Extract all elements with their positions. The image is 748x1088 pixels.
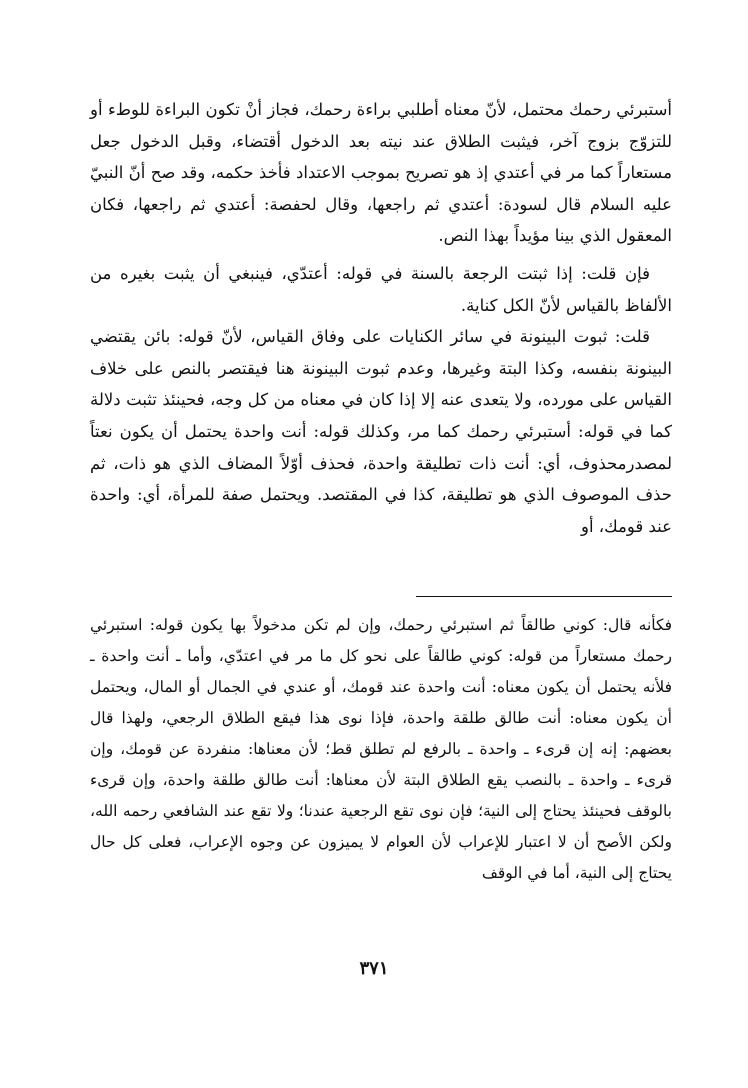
main-paragraph: أستبرئي رحمك محتمل، لأنّ معناه أطلبي براءة رحمك، فجاز أنْ تكون البراءة للوطء أو للتزوّج بزوج آخر، فيثبت الطلاق عند نيته بعد الدخول أقتضاء، وقبل الدخول جعل مستعاراً كما مر في أعتدي إذ هو تصريح بموجب الاعتداد فأخذ حكمه، وقد صح أنّ النبيّ عليه السلام قال لسودة: أعتدي ثم راجعها، وقال لحفصة: أعتدي ثم راجعها، فكان المعقول الذي بينا مؤيداً بهذا النص. [90,100,672,246]
footnote [90,610,672,889]
page-number: ٣٧١ [359,958,389,979]
footnote-text: فكأنه قال: كوني طالقاً ثم استبرئي رحمك، وإن لم تكن مدخولاً بها يكون قوله: استبرئي رحمك مستعاراً من قوله: كوني طالقاً على نحو كل ما مر في اعتدّي، وأما ـ أنت واحدة ـ فلأنه يحتمل أن يكون معناه: أنت واحدة عند قومك، أو عندي في الجمال أو المال، ويحتمل أن يكون معناه: أنت طالق طلقة واحدة، فإذا نوى هذا فيقع الطلاق الرجعي، ولهذا قال بعضهم: إنه إن قرىء ـ واحدة ـ بالرفع لم تطلق قط؛ لأن معناها: منفردة عن قومك، وإن قرىء ـ واحدة ـ بالنصب يقع الطلاق البتة لأن معناها: أنت طالق طلقة واحدة، وإن قرىء بالوقف فحينئذ يحتاج إلى النية؛ فإن نوى تقع الرجعية عندنا؛ ولا تقع عند الشافعي رحمه الله، ولكن الأصح أن لا اعتبار للإعراب لأن العوام لا يميزون عن وجوه الإعراب، فعلى كل حال يحتاج إلى النية، أما في الوقف [90,616,672,882]
main-text [90,94,672,542]
main-paragraph: قلت: ثبوت البينونة في سائر الكنايات على وفاق القياس، لأنّ قوله: بائن يقتضي البينونة بنفسه، وكذا البتة وغيرها، وعدم ثبوت البينونة هنا فيقتصر بالنص على خلاف القياس على مورده، ولا يتعدى عنه إلا إذا كان في معناه من كل وجه، فحينئذ تثبت دلالة كما في قوله: أستبرئي رحمك كما مر، وكذلك قوله: أنت واحدة يحتمل أن يكون نعتاً لمصدرمحذوف، أي: أنت ذات تطليقة واحدة، فحذف أوّلاً المضاف الذي هو ذات، ثم حذف الموصوف الذي هو تطليقة، كذا في المقتصد. ويحتمل صفة للمرأة، أي: واحدة عند قومك، أو [90,327,672,536]
footnote-divider [416,596,672,597]
main-paragraph: فإن قلت: إذا ثبتت الرجعة بالسنة في قوله: أعتدّي، فينبغي أن يثبت بغيره من الألفاظ بالقياس لأنّ الكل كناية. [90,263,672,315]
